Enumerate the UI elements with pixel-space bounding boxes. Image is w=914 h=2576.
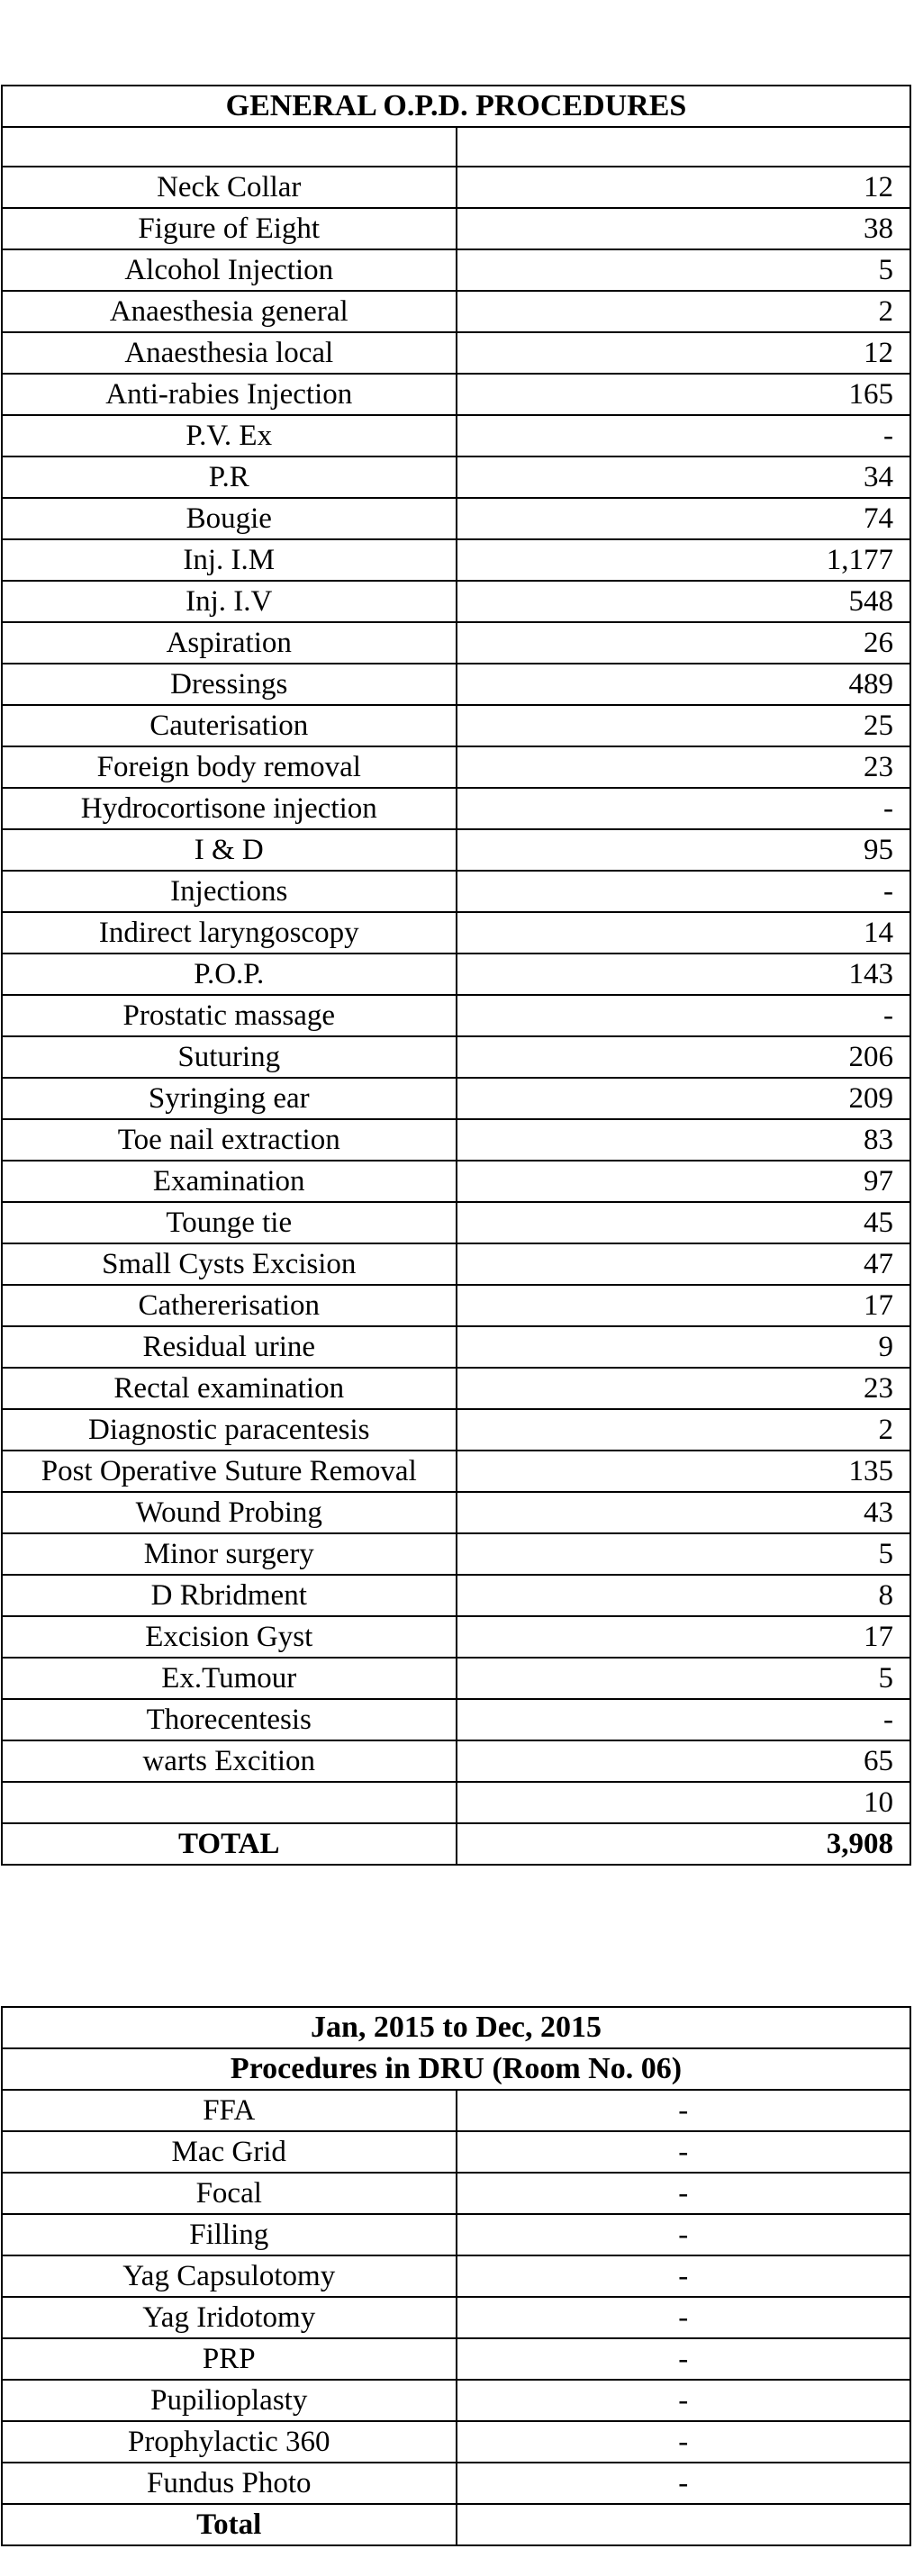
table-row	[2, 912, 910, 954]
procedure-name: P.V. Ex	[2, 415, 457, 456]
table-row	[2, 332, 910, 374]
procedure-name: Anaesthesia general	[2, 291, 457, 332]
procedure-count: 10	[457, 1782, 911, 1823]
procedure-name: Neck Collar	[2, 167, 457, 208]
procedure-name: PRP	[2, 2338, 457, 2380]
total-value	[457, 2504, 911, 2545]
procedure-name: Thorecentesis	[2, 1699, 457, 1740]
table-row	[2, 291, 910, 332]
procedure-name: Foreign body removal	[2, 746, 457, 788]
procedure-count: 34	[457, 456, 911, 498]
procedure-count: -	[457, 788, 911, 829]
table-row	[2, 1575, 910, 1616]
procedure-name: warts Excition	[2, 1740, 457, 1782]
procedure-count: 74	[457, 498, 911, 539]
table-row	[2, 995, 910, 1036]
procedure-name: Yag Iridotomy	[2, 2297, 457, 2338]
procedure-name: Figure of Eight	[2, 208, 457, 249]
procedure-name: Alcohol Injection	[2, 249, 457, 291]
table-row	[2, 1078, 910, 1119]
procedure-name: Minor surgery	[2, 1533, 457, 1575]
table-row	[2, 1326, 910, 1368]
procedure-name: Anaesthesia local	[2, 332, 457, 374]
table-row	[2, 1616, 910, 1658]
procedure-count: 23	[457, 746, 911, 788]
table-row	[2, 1740, 910, 1782]
procedure-name: Examination	[2, 1161, 457, 1202]
table-title: Procedures in DRU (Room No. 06)	[2, 2048, 910, 2090]
procedure-name: I & D	[2, 829, 457, 871]
table-row	[2, 2131, 910, 2173]
table-row	[2, 167, 910, 208]
procedure-count	[457, 127, 911, 167]
procedure-count: 5	[457, 1658, 911, 1699]
table-row	[2, 664, 910, 705]
table-row	[2, 788, 910, 829]
procedure-name: Post Operative Suture Removal	[2, 1451, 457, 1492]
procedure-count: 12	[457, 167, 911, 208]
procedure-count: 25	[457, 705, 911, 746]
procedure-count: -	[457, 1699, 911, 1740]
table-row	[2, 1451, 910, 1492]
procedure-name: Hydrocortisone injection	[2, 788, 457, 829]
table-row	[2, 374, 910, 415]
procedure-name: Inj. I.V	[2, 581, 457, 622]
table-title-row	[2, 86, 910, 127]
procedure-name: Ex.Tumour	[2, 1658, 457, 1699]
procedure-count: 2	[457, 291, 911, 332]
table-row	[2, 498, 910, 539]
procedure-count: 97	[457, 1161, 911, 1202]
table-row	[2, 208, 910, 249]
table-row	[2, 1202, 910, 1243]
procedure-count: 38	[457, 208, 911, 249]
procedure-count: -	[457, 2214, 911, 2255]
table-row	[2, 1658, 910, 1699]
procedure-name: Wound Probing	[2, 1492, 457, 1533]
total-value: 3,908	[457, 1823, 911, 1865]
procedure-name: Anti-rabies Injection	[2, 374, 457, 415]
table-row	[2, 705, 910, 746]
procedure-count: -	[457, 2173, 911, 2214]
procedure-count: 5	[457, 1533, 911, 1575]
procedure-name: Inj. I.M	[2, 539, 457, 581]
procedure-name: Syringing ear	[2, 1078, 457, 1119]
procedure-count: 165	[457, 374, 911, 415]
procedure-count: 1,177	[457, 539, 911, 581]
procedure-name: Pupilioplasty	[2, 2380, 457, 2421]
procedure-count: 17	[457, 1616, 911, 1658]
total-row	[2, 2504, 910, 2545]
procedure-count: 548	[457, 581, 911, 622]
procedure-name: D Rbridment	[2, 1575, 457, 1616]
period-row	[2, 2007, 910, 2048]
table-row	[2, 2380, 910, 2421]
table-row	[2, 1119, 910, 1161]
table-row	[2, 1036, 910, 1078]
procedure-count: 47	[457, 1243, 911, 1285]
procedure-name	[2, 1782, 457, 1823]
procedure-count: -	[457, 2380, 911, 2421]
procedure-count: -	[457, 2463, 911, 2504]
procedure-name: Mac Grid	[2, 2131, 457, 2173]
procedure-name: Injections	[2, 871, 457, 912]
procedure-name: Prostatic massage	[2, 995, 457, 1036]
general-opd-procedures-table	[1, 85, 911, 1866]
table-row	[2, 2173, 910, 2214]
procedure-name: Toe nail extraction	[2, 1119, 457, 1161]
table-row	[2, 249, 910, 291]
procedure-count: -	[457, 2090, 911, 2131]
table-row	[2, 871, 910, 912]
table-row	[2, 581, 910, 622]
procedure-name: Focal	[2, 2173, 457, 2214]
procedure-count: 2	[457, 1409, 911, 1451]
table-row	[2, 2338, 910, 2380]
table-row	[2, 1492, 910, 1533]
procedure-count: 83	[457, 1119, 911, 1161]
table-row	[2, 415, 910, 456]
procedure-name: Prophylactic 360	[2, 2421, 457, 2463]
procedure-count: 26	[457, 622, 911, 664]
procedure-name: Tounge tie	[2, 1202, 457, 1243]
procedure-name: Excision Gyst	[2, 1616, 457, 1658]
table-row	[2, 1161, 910, 1202]
procedure-name: P.O.P.	[2, 954, 457, 995]
table-row	[2, 746, 910, 788]
procedure-count: 5	[457, 249, 911, 291]
table-row	[2, 1533, 910, 1575]
procedure-count: 95	[457, 829, 911, 871]
procedure-count: -	[457, 2338, 911, 2380]
table-row	[2, 1409, 910, 1451]
procedure-count: 143	[457, 954, 911, 995]
procedure-name: Dressings	[2, 664, 457, 705]
procedure-name: Bougie	[2, 498, 457, 539]
procedure-name: Residual urine	[2, 1326, 457, 1368]
table-row	[2, 539, 910, 581]
table-row	[2, 1699, 910, 1740]
procedure-count: 9	[457, 1326, 911, 1368]
procedure-count: -	[457, 415, 911, 456]
table-row	[2, 1243, 910, 1285]
table-row	[2, 1782, 910, 1823]
procedure-count: 23	[457, 1368, 911, 1409]
table-row	[2, 2090, 910, 2131]
procedure-count: 12	[457, 332, 911, 374]
procedure-name: Aspiration	[2, 622, 457, 664]
procedure-name: Suturing	[2, 1036, 457, 1078]
table-row	[2, 2297, 910, 2338]
procedure-count: -	[457, 2255, 911, 2297]
procedure-name: Cauterisation	[2, 705, 457, 746]
procedure-name	[2, 127, 457, 167]
procedure-count: 206	[457, 1036, 911, 1078]
dru-procedures-table	[1, 2006, 911, 2546]
procedure-name: Cathererisation	[2, 1285, 457, 1326]
procedure-name: Fundus Photo	[2, 2463, 457, 2504]
table-row	[2, 2463, 910, 2504]
procedure-count: 209	[457, 1078, 911, 1119]
table-row	[2, 954, 910, 995]
procedure-name: Diagnostic paracentesis	[2, 1409, 457, 1451]
procedure-count: 43	[457, 1492, 911, 1533]
table-title-row	[2, 2048, 910, 2090]
table-title: GENERAL O.P.D. PROCEDURES	[2, 86, 910, 127]
procedure-count: -	[457, 871, 911, 912]
procedure-count: -	[457, 2131, 911, 2173]
procedure-name: Filling	[2, 2214, 457, 2255]
period-label: Jan, 2015 to Dec, 2015	[2, 2007, 910, 2048]
procedure-count: 8	[457, 1575, 911, 1616]
table-row	[2, 2421, 910, 2463]
procedure-name: FFA	[2, 2090, 457, 2131]
procedure-count: -	[457, 2421, 911, 2463]
procedure-count: 65	[457, 1740, 911, 1782]
procedure-name: Small Cysts Excision	[2, 1243, 457, 1285]
table-row	[2, 2255, 910, 2297]
procedure-count: -	[457, 2297, 911, 2338]
procedure-count: -	[457, 995, 911, 1036]
procedure-count: 489	[457, 664, 911, 705]
procedure-count: 14	[457, 912, 911, 954]
table-row	[2, 127, 910, 167]
procedure-count: 45	[457, 1202, 911, 1243]
total-label: Total	[2, 2504, 457, 2545]
procedure-count: 135	[457, 1451, 911, 1492]
table-row	[2, 2214, 910, 2255]
procedure-count: 17	[457, 1285, 911, 1326]
table-row	[2, 1368, 910, 1409]
total-label: TOTAL	[2, 1823, 457, 1865]
procedure-name: Rectal examination	[2, 1368, 457, 1409]
procedure-name: P.R	[2, 456, 457, 498]
procedure-name: Yag Capsulotomy	[2, 2255, 457, 2297]
total-row	[2, 1823, 910, 1865]
procedure-name: Indirect laryngoscopy	[2, 912, 457, 954]
table-row	[2, 622, 910, 664]
table-row	[2, 456, 910, 498]
table-row	[2, 829, 910, 871]
table-row	[2, 1285, 910, 1326]
